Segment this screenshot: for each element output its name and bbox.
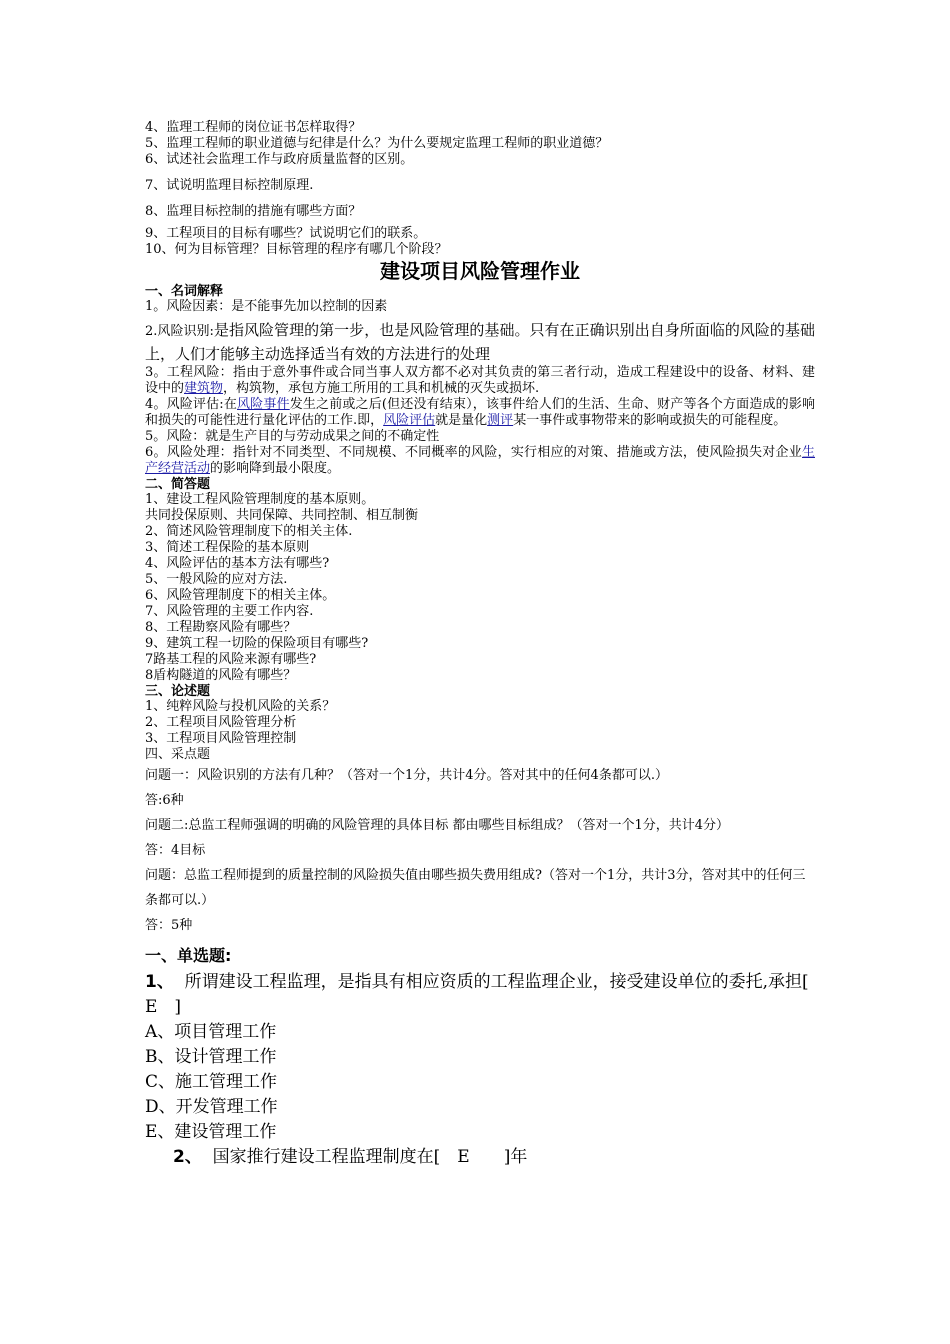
term-risk-assessment: [145, 397, 815, 429]
list-item: 8、工程勘察风险有哪些？: [145, 620, 297, 635]
term-text: ，构筑物，承包方施工所用的工具和机械的灭失或损坏.: [223, 381, 540, 396]
link-business-activity[interactable]: 生产经营活动: [145, 445, 815, 476]
question-number: 1、: [145, 972, 174, 992]
question-2: 问题二:总监工程师强调的明确的风险管理的具体目标 都由哪些目标组成？（答对一个1分，共计4分）: [145, 818, 730, 833]
list-item: 6、风险管理制度下的相关主体。: [145, 588, 336, 603]
mc-question-1: [145, 970, 860, 1020]
section-terms: [145, 284, 815, 477]
section-multiple-choice: [145, 942, 860, 1170]
list-item: 7路基工程的风险来源有哪些?: [145, 652, 317, 667]
link-risk-assessment[interactable]: 风险评估: [383, 413, 436, 428]
question-1: 问题一：风险识别的方法有几种？（答对一个1分，共计4分。答对其中的任何4条都可以.）: [145, 768, 668, 783]
list-item: 4、风险评估的基本方法有哪些?: [145, 556, 330, 571]
list-item: 8、监理目标控制的措施有哪些方面？: [145, 204, 362, 219]
list-item: 共同投保原则、共同保障、共同控制、相互制衡: [145, 508, 419, 523]
term-text: 4。风险评估:在: [145, 397, 237, 412]
mc-option: E、建设管理工作: [145, 1122, 277, 1142]
term-text: 就是量化: [435, 413, 488, 428]
term-text: 3。工程风险：指由于意外事件或合同当事人双方都不必对其负责的第三者行动，造成工程建设中的设备、材料、建设中的: [145, 365, 815, 396]
list-item: 1、建设工程风险管理制度的基本原则。: [145, 492, 375, 507]
term-text: 6。风险处理：指针对不同类型、不同规模、不同概率的风险，实行相应的对策、措施或方法，使风险损失对企业: [145, 445, 802, 460]
section-essay: [145, 684, 815, 747]
question-text: 国家推行建设工程监理制度在[ E ]年: [212, 1147, 528, 1167]
answer-2: 答：4目标: [145, 843, 206, 858]
term-engineering-risk: [145, 365, 815, 397]
section-scoring: [145, 747, 815, 938]
list-item: 6、试述社会监理工作与政府质量监督的区别。: [145, 152, 414, 167]
list-item: 4、监理工程师的岗位证书怎样取得？: [145, 120, 362, 135]
list-item: 10、何为目标管理？目标管理的程序有哪几个阶段？: [145, 242, 448, 257]
list-item: 9、建筑工程一切险的保险项目有哪些?: [145, 636, 369, 651]
question-3: 问题：总监工程师提到的质量控制的风险损失值由哪些损失费用组成?（答对一个1分，共计3分，答对其中的任何三条都可以.）: [145, 868, 806, 908]
mc-option: A、项目管理工作: [145, 1022, 277, 1042]
page-title: 建设项目风险管理作业: [380, 259, 580, 283]
list-item: 5、一般风险的应对方法.: [145, 572, 288, 587]
list-item: 3、简述工程保险的基本原则: [145, 540, 310, 555]
list-item: 2、简述风险管理制度下的相关主体.: [145, 524, 353, 539]
section-heading: 三、论述题: [145, 684, 211, 699]
term-label: 2.风险识别:: [145, 324, 214, 339]
term-risk-treatment: [145, 445, 815, 477]
term-risk-identification: [145, 319, 815, 365]
list-item: 5、监理工程师的职业道德与纪律是什么？为什么要规定监理工程师的职业道德？: [145, 136, 609, 151]
link-risk-event[interactable]: 风险事件: [237, 397, 290, 412]
section-heading: 一、名词解释: [145, 284, 224, 299]
term-risk: 5。风险：就是生产目的与劳动成果之间的不确定性: [145, 429, 440, 444]
mc-option: D、开发管理工作: [145, 1097, 278, 1117]
list-item: 9、工程项目的目标有哪些？试说明它们的联系。: [145, 226, 427, 241]
answer-3: 答：5种: [145, 918, 193, 933]
list-item: 7、试说明监理目标控制原理.: [145, 178, 314, 193]
term-definition: 是指风险管理的第一步，也是风险管理的基础。只有在正确识别出自身所面临的风险的基础上，人们才能够主动选择适当有效的方法进行的处理: [145, 321, 815, 363]
term-text: 的影响降到最小限度。: [210, 461, 341, 476]
list-item: 2、工程项目风险管理分析: [145, 715, 297, 730]
link-building[interactable]: 建筑物: [184, 381, 224, 396]
question-text: 所谓建设工程监理，是指具有相应资质的工程监理企业，接受建设单位的委托,承担[ E ]: [145, 972, 860, 1017]
term-text: 发生之前或之后(但还没有结束），该事件给人们的生活、生命、财产等各个方面造成的影响和损失的可能性进行量化评估的工作.即，: [145, 397, 815, 428]
link-evaluation[interactable]: 测评: [487, 413, 514, 428]
section-heading: 一、单选题:: [145, 946, 232, 965]
list-item: 8盾构隧道的风险有哪些？: [145, 668, 297, 683]
list-item: 1、纯粹风险与投机风险的关系？: [145, 699, 336, 714]
term-risk-factor: 1。风险因素：是不能事先加以控制的因素: [145, 299, 388, 314]
answer-1: 答:6种: [145, 793, 184, 808]
term-text: 某一事件或事物带来的影响或损失的可能程度。: [513, 413, 787, 428]
section-heading: 四、采点题: [145, 747, 211, 762]
section-short-answer: [145, 477, 815, 684]
document-page: [145, 120, 860, 1170]
top-question-list: [145, 120, 815, 258]
list-item: 7、风险管理的主要工作内容.: [145, 604, 314, 619]
mc-question-2: [145, 1145, 815, 1170]
mc-option: B、设计管理工作: [145, 1047, 277, 1067]
question-number: 2、: [173, 1147, 202, 1167]
list-item: 3、工程项目风险管理控制: [145, 731, 297, 746]
section-heading: 二、简答题: [145, 477, 211, 492]
mc-option: C、施工管理工作: [145, 1072, 278, 1092]
